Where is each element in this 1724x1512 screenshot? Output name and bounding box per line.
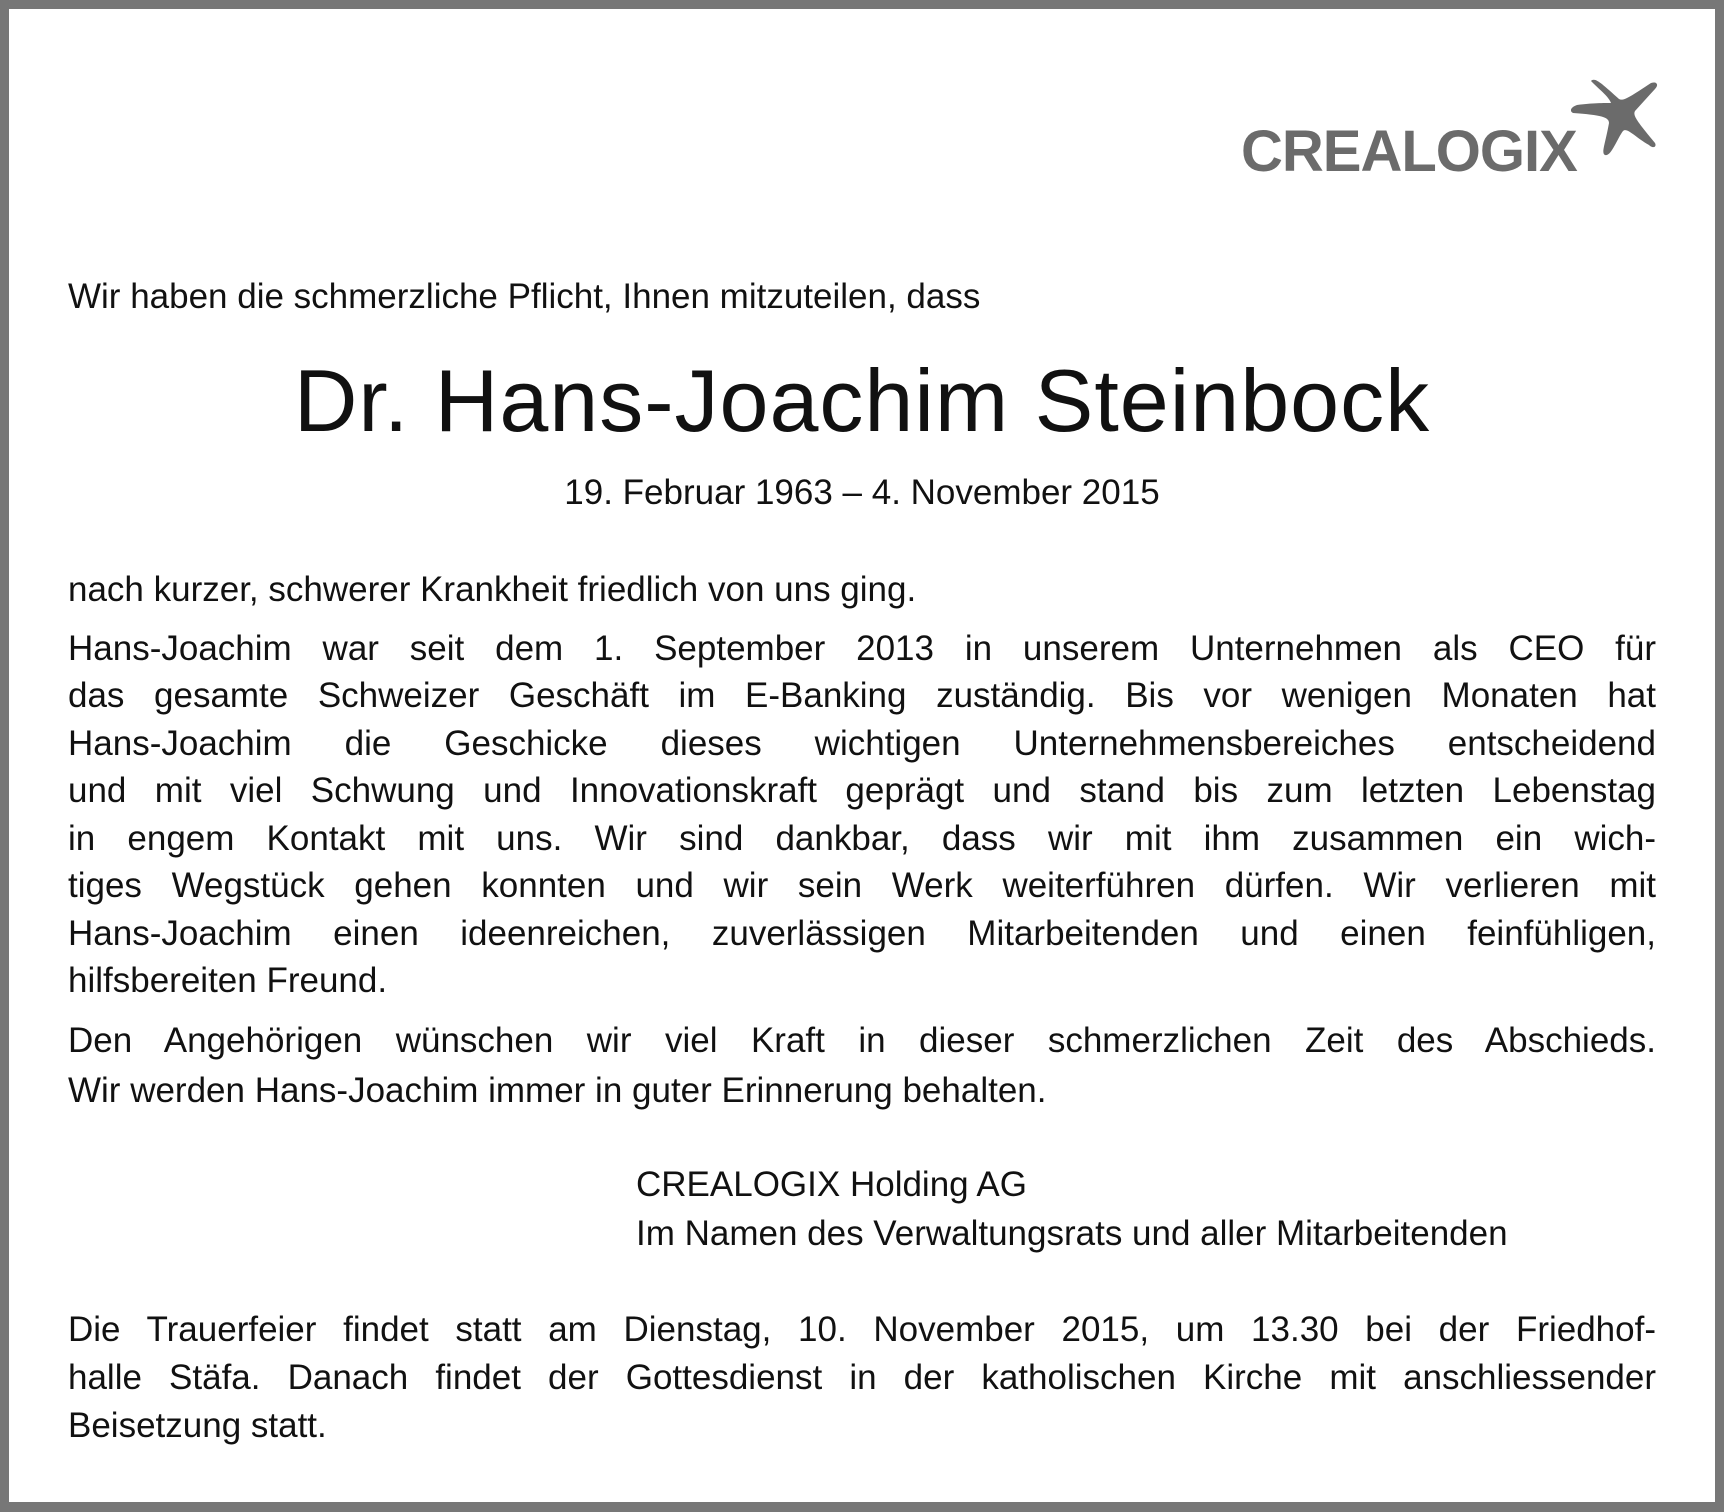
paragraph1-line: in engem Kontakt mit uns. Wir sind dankbar, dass wir mit ihm zusammen ein wich- <box>68 819 1656 858</box>
paragraph1-line: hilfsbereiten Freund. <box>68 961 388 1000</box>
signature-line: Im Namen des Verwaltungsrats und aller Mitarbeitenden <box>636 1214 1508 1253</box>
paragraph1-line: Hans-Joachim die Geschicke dieses wichtigen Unternehmensbereiches entscheidend <box>68 724 1656 763</box>
logo-text: CREALOGIX <box>1241 119 1577 184</box>
life-dates: 19. Februar 1963 – 4. November 2015 <box>564 473 1160 512</box>
paragraph1-line: Hans-Joachim einen ideenreichen, zuverlässigen Mitarbeitenden und einen feinfühligen, <box>68 914 1656 953</box>
deceased-name: Dr. Hans-Joachim Steinbock <box>293 351 1431 450</box>
after-name-line: nach kurzer, schwerer Krankheit friedlich von uns ging. <box>68 570 917 609</box>
obituary-notice <box>9 9 1715 1502</box>
paragraph1-line: tiges Wegstück gehen konnten und wir sein Werk weiterführen dürfen. Wir verlieren mit <box>68 866 1656 905</box>
star-icon <box>1571 69 1671 159</box>
intro-line: Wir haben die schmerzliche Pflicht, Ihnen mitzuteilen, dass <box>68 277 981 316</box>
paragraph2-line: Den Angehörigen wünschen wir viel Kraft in dieser schmerzlichen Zeit des Abschieds. <box>68 1021 1656 1060</box>
paragraph1-line: und mit viel Schwung und Innovationskraft geprägt und stand bis zum letzten Lebenstag <box>68 771 1656 810</box>
signature-company: CREALOGIX Holding AG <box>636 1165 1027 1204</box>
paragraph1-line: das gesamte Schweizer Geschäft im E-Banking zuständig. Bis vor wenigen Monaten hat <box>68 676 1656 715</box>
funeral-line: Beisetzung statt. <box>68 1406 327 1445</box>
paragraph2-line: Wir werden Hans-Joachim immer in guter Erinnerung behalten. <box>68 1071 1047 1110</box>
funeral-line: Die Trauerfeier findet statt am Dienstag, 10. November 2015, um 13.30 bei der Friedhof- <box>68 1310 1656 1349</box>
funeral-line: halle Stäfa. Danach findet der Gottesdienst in der katholischen Kirche mit anschliessender <box>68 1358 1656 1397</box>
paragraph1-line: Hans-Joachim war seit dem 1. September 2013 in unserem Unternehmen als CEO für <box>68 629 1656 668</box>
crealogix-logo <box>1241 69 1671 184</box>
